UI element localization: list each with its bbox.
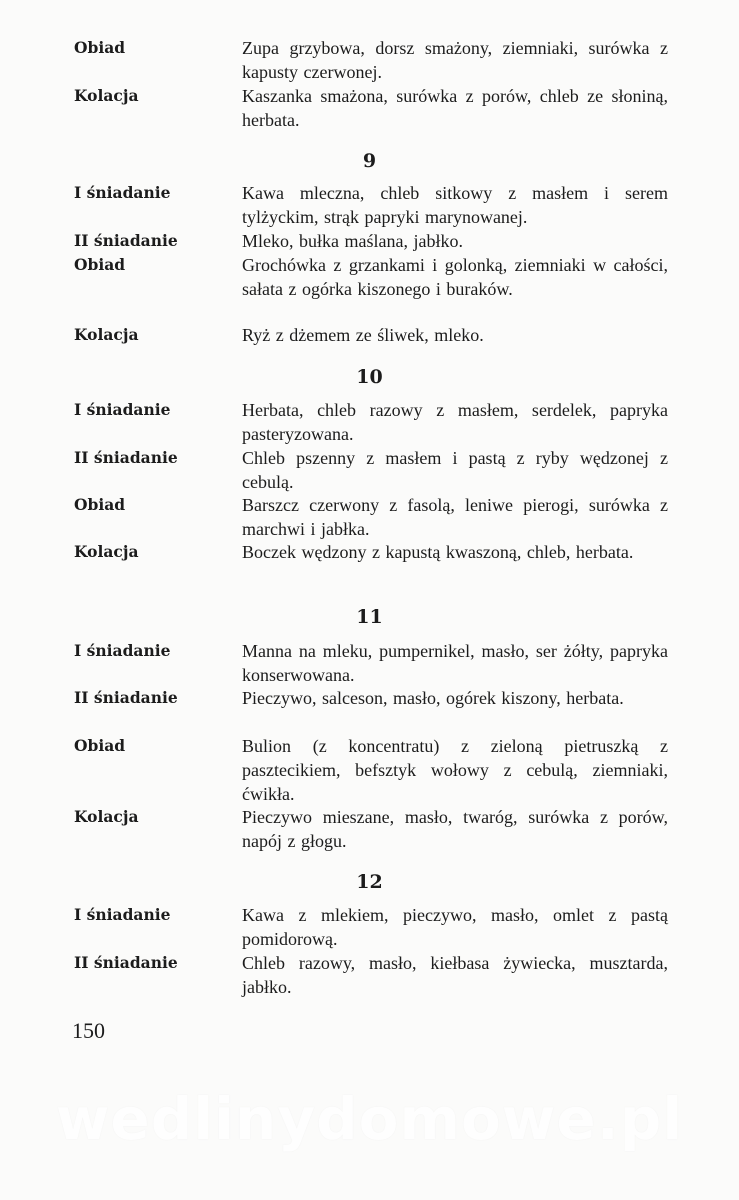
meal-label: II śniadanie <box>74 231 178 250</box>
page-number: 150 <box>72 1018 105 1043</box>
meal-description: Kawa z mlekiem, pieczywo, masło, omlet z pastą pomidorową. <box>242 905 668 949</box>
meal-label: I śniadanie <box>74 641 171 660</box>
meal-description: Chleb pszenny z masłem i pastą z ryby wędzonej z cebulą. <box>242 448 668 492</box>
day-number: 10 <box>356 366 383 388</box>
meal-description: Zupa grzybowa, dorsz smażony, ziemniaki, surówka z kapusty czerwonej. <box>242 38 668 82</box>
meal-description: Herbata, chleb razowy z masłem, serdelek, papryka pasteryzowana. <box>242 400 668 444</box>
meal-description: Ryż z dżemem ze śliwek, mleko. <box>242 325 484 345</box>
meal-label: II śniadanie <box>74 448 178 467</box>
meal-label: Obiad <box>74 38 126 57</box>
meal-description: Grochówka z grzankami i golonką, ziemniaki w całości, sałata z ogórka kiszonego i buraków. <box>242 255 668 299</box>
meal-description: Bulion (z koncentratu) z zieloną pietruszką z pasztecikiem, befsztyk wołowy z cebulą, ziemniaki, ćwikła. <box>242 736 668 804</box>
meal-description: Kawa mleczna, chleb sitkowy z masłem i serem tylżyckim, strąk papryki marynowanej. <box>242 183 668 227</box>
day-number: 12 <box>356 871 383 893</box>
meal-description: Barszcz czerwony z fasolą, leniwe pierogi, surówka z marchwi i jabłka. <box>242 495 668 539</box>
meal-description: Pieczywo mieszane, masło, twaróg, surówka z porów, napój z głogu. <box>242 807 668 851</box>
meal-description: Manna na mleku, pumpernikel, masło, ser żółty, papryka konserwowana. <box>242 641 668 685</box>
meal-description: Pieczywo, salceson, masło, ogórek kiszony, herbata. <box>242 688 624 708</box>
day-number: 11 <box>356 606 383 628</box>
meal-label: I śniadanie <box>74 400 171 419</box>
meal-label: Kolacja <box>74 542 139 561</box>
watermark: wedlinydomowe.pl <box>55 1085 684 1153</box>
meal-description: Chleb razowy, masło, kiełbasa żywiecka, musztarda, jabłko. <box>242 953 668 997</box>
meal-label: Obiad <box>74 255 126 274</box>
meal-label: Obiad <box>74 495 126 514</box>
meal-label: II śniadanie <box>74 688 178 707</box>
meal-description: Boczek wędzony z kapustą kwaszoną, chleb, herbata. <box>242 542 634 562</box>
meal-label: I śniadanie <box>74 905 171 924</box>
meal-label: Obiad <box>74 736 126 755</box>
meal-label: Kolacja <box>74 325 139 344</box>
meal-label: Kolacja <box>74 86 139 105</box>
meal-label: Kolacja <box>74 807 139 826</box>
meal-label: I śniadanie <box>74 183 171 202</box>
meal-label: II śniadanie <box>74 953 178 972</box>
day-number: 9 <box>362 150 377 172</box>
meal-description: Kaszanka smażona, surówka z porów, chleb ze słoniną, herbata. <box>242 86 668 130</box>
meal-description: Mleko, bułka maślana, jabłko. <box>242 231 463 251</box>
